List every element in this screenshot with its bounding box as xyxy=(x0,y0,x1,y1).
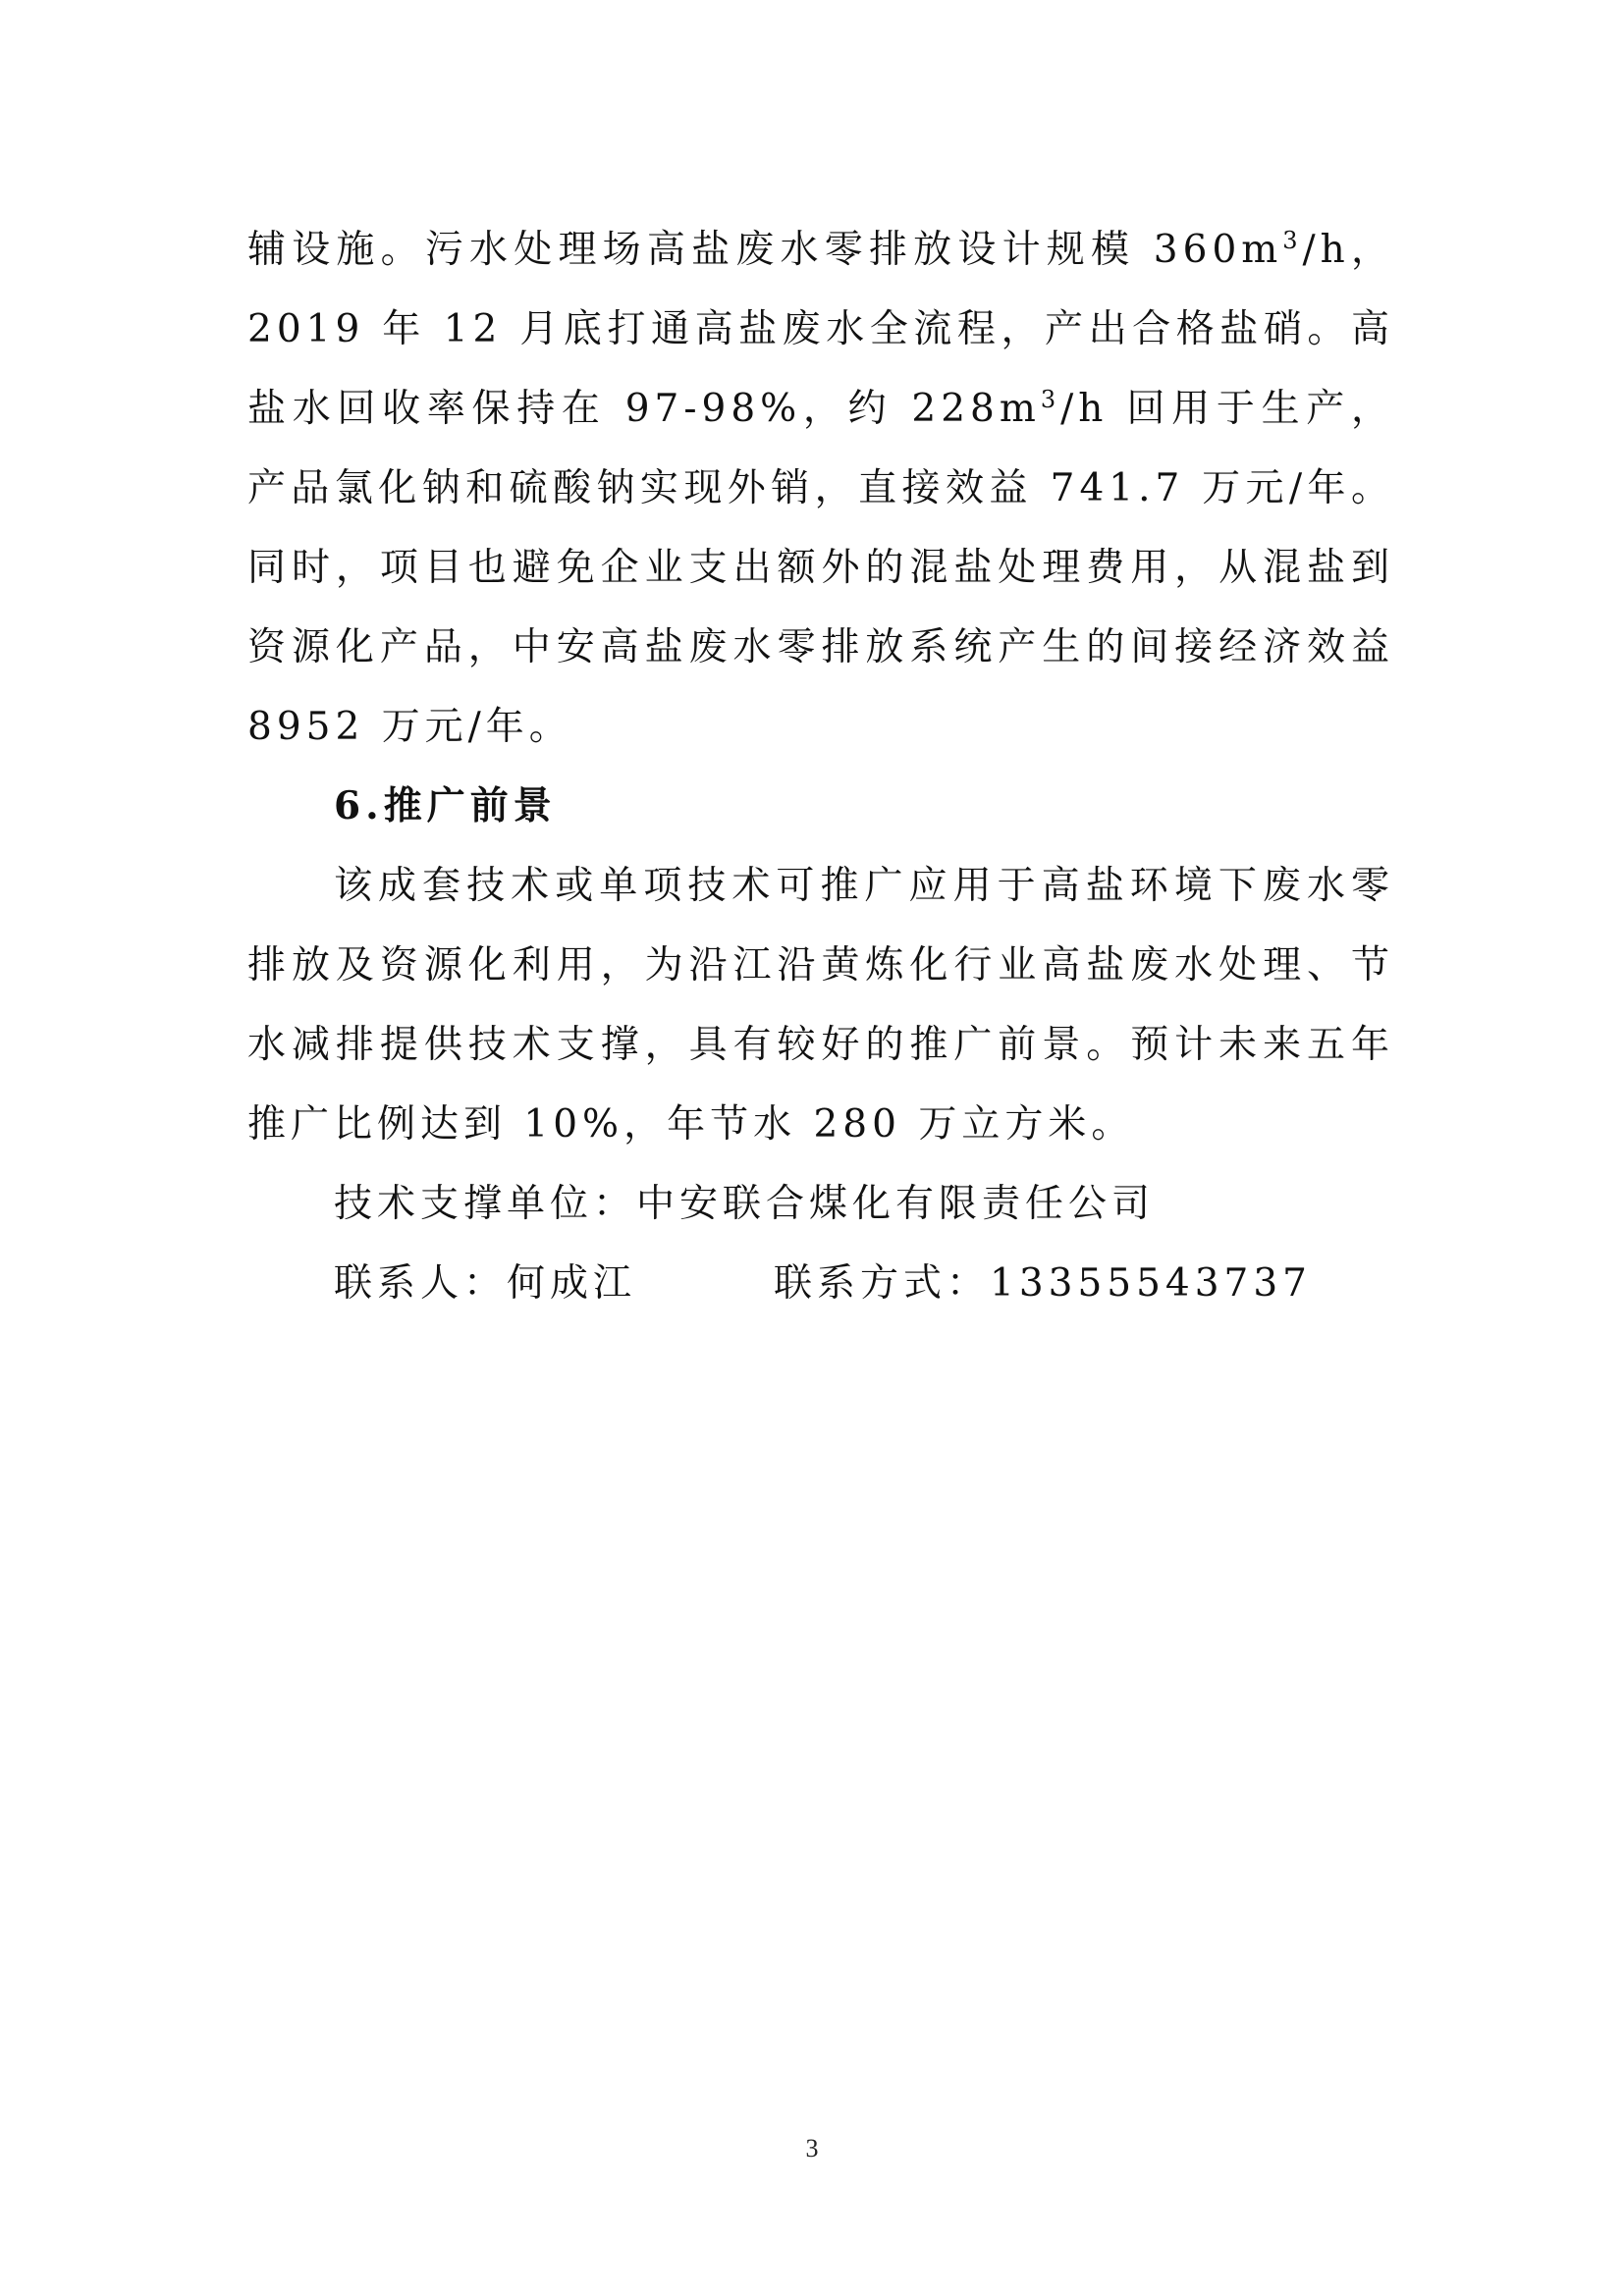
paragraph-benefits-part-a: 辅设施。污水处理场高盐废水零排放设计规模 360m xyxy=(247,228,1283,272)
paragraph-prospects: 该成套技术或单项技术可推广应用于高盐环境下废水零排放及资源化利用，为沿江沿黄炼化行业高盐废水处理、节水减排提供技术支撑，具有较好的推广前景。预计未来五年推广比例达到 10%，年节水 280 万立方米。 xyxy=(247,864,1394,1147)
contact-method: 联系方式：13355543737 xyxy=(774,1261,1312,1306)
support-unit: 技术支撑单位：中安联合煤化有限责任公司 xyxy=(334,1182,1156,1226)
contact-line xyxy=(247,1244,1394,1323)
contact-person: 联系人：何成江 xyxy=(334,1261,637,1306)
paragraph-benefits-part-b: /h，2019 年 12 月底打通高盐废水全流程，产出合格盐硝。高盐水回收率保持在 97-98%，约 228m xyxy=(247,228,1394,431)
page-number: 3 xyxy=(805,2134,819,2163)
superscript-3: 3 xyxy=(1282,227,1303,254)
paragraph-benefits-part-c: /h 回用于生产，产品氯化钠和硫酸钠实现外销，直接效益 741.7 万元/年。同时，项目也避免企业支出额外的混盐处理费用，从混盐到资源化产品，中安高盐废水零排放系统产生的间接经济效益 8952 万元/年。 xyxy=(247,387,1394,749)
paragraph-benefits xyxy=(247,210,1394,767)
section-heading: 6.推广前景 xyxy=(334,783,557,828)
superscript-3: 3 xyxy=(1040,386,1061,413)
page-content xyxy=(247,210,1394,1323)
